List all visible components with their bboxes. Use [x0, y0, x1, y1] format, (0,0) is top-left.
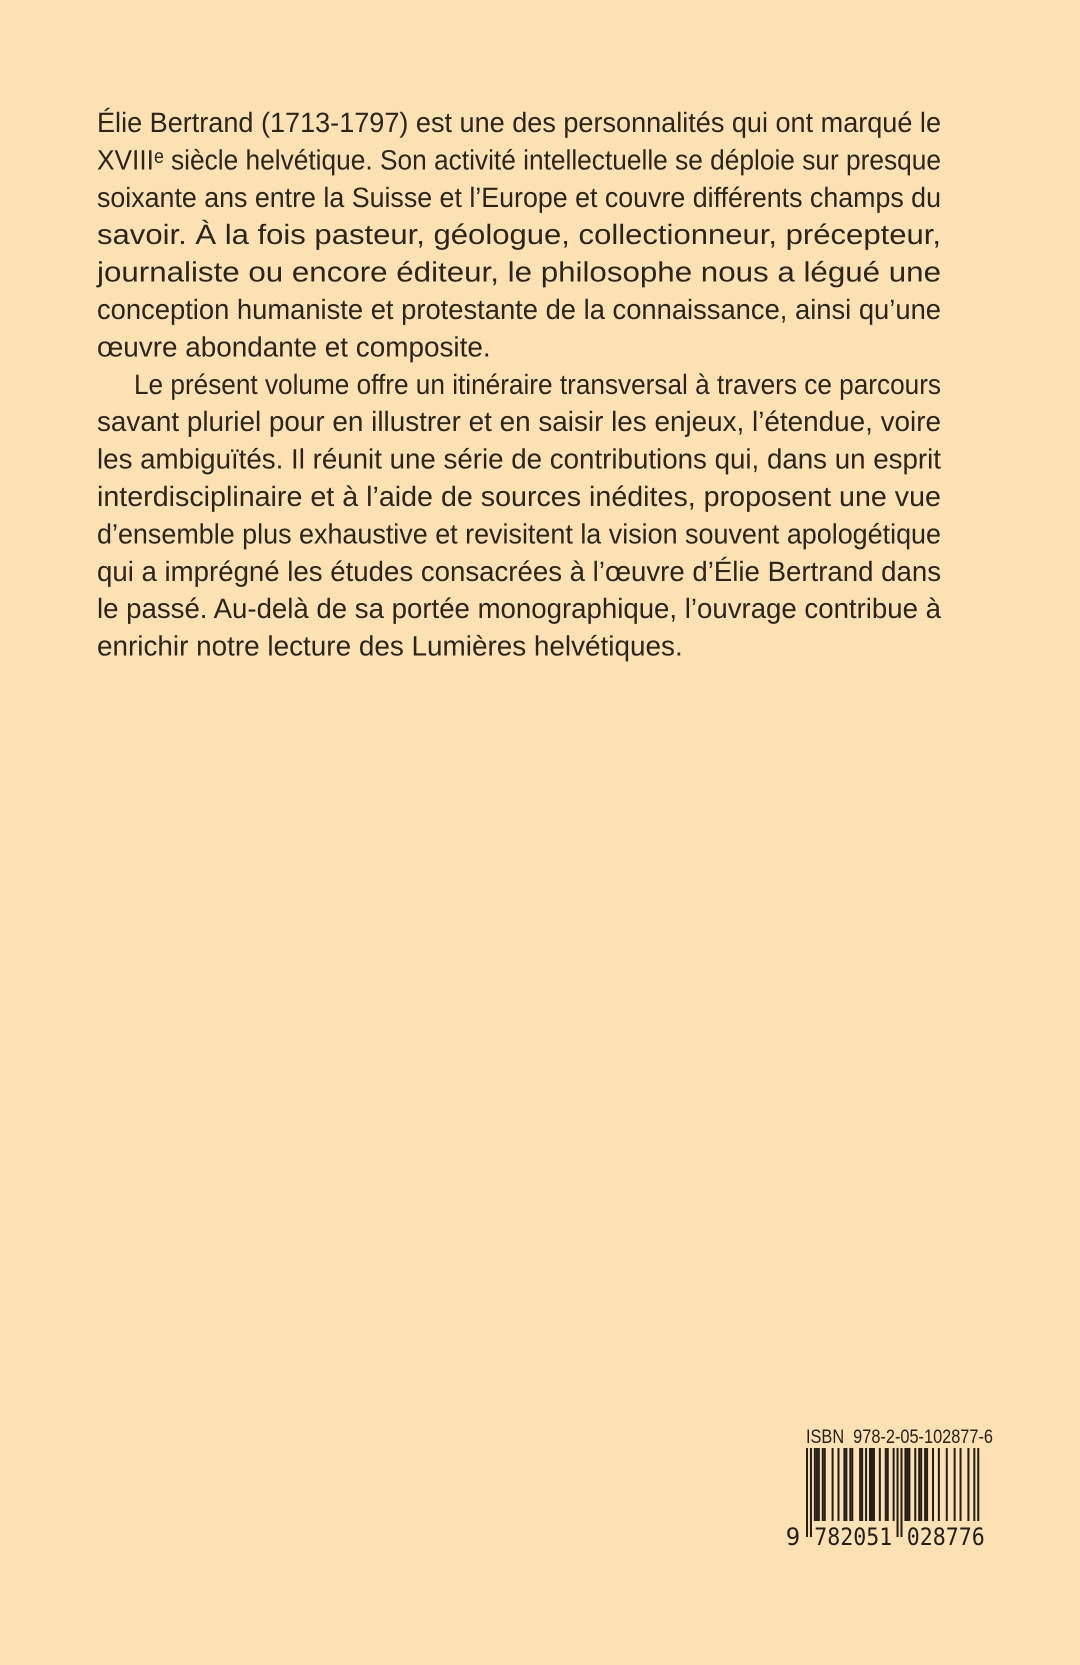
blurb-paragraph-2-line: les ambiguïtés. Il réunit une série de contributions qui, dans un esprit: [97, 443, 942, 475]
barcode-bar: [908, 1448, 910, 1521]
barcode-bar: [960, 1448, 962, 1521]
barcode-bar: [810, 1448, 812, 1537]
blurb-paragraph-1-line: soixante ans entre la Suisse et l’Europe et couvre différents champs du: [97, 181, 941, 213]
barcode-bar: [918, 1448, 920, 1521]
barcode-bar: [967, 1448, 969, 1521]
barcode-bar: [977, 1448, 979, 1521]
barcode-bar: [816, 1448, 818, 1521]
isbn-number-line: ISBN 978-2-05-102877-6: [806, 1427, 993, 1448]
blurb-paragraph-2-line: qui a imprégné les études consacrées à l’œuvre d’Élie Bertrand dans: [97, 555, 941, 587]
barcode-bar: [851, 1448, 853, 1521]
barcode-bar: [946, 1448, 948, 1521]
blurb-paragraph-2-line: le passé. Au-delà de sa portée monographique, l’ouvrage contribue à: [97, 593, 942, 625]
blurb-paragraph-1-line: Élie Bertrand (1713-1797) est une des personnalités qui ont marqué le: [97, 107, 941, 138]
barcode-bar: [845, 1448, 847, 1521]
barcode-bar: [849, 1448, 851, 1521]
ean-digit-lead: 9: [785, 1523, 801, 1551]
barcode-bar: [861, 1448, 863, 1521]
barcode-bar: [879, 1448, 881, 1521]
blurb-paragraph-1-line: œuvre abondante et composite.: [97, 331, 491, 363]
barcode-bar: [843, 1448, 845, 1521]
blurb-paragraph-1-line: savoir. À la fois pasteur, géologue, collectionneur, précepteur,: [97, 219, 942, 251]
blurb-paragraph-1-line: journaliste ou encore éditeur, le philosophe nous a légué une: [95, 256, 941, 288]
barcode-bar: [920, 1448, 922, 1521]
barcode-bar: [873, 1448, 875, 1521]
blurb-paragraph-2-line: interdisciplinaire et à l’aide de sources inédites, proposent une vue: [97, 481, 941, 512]
barcode-bar: [954, 1448, 956, 1521]
barcode-bar: [973, 1448, 975, 1521]
back-cover-blurb: [97, 98, 943, 698]
barcode-bar: [900, 1448, 902, 1537]
barcode-bar: [904, 1448, 906, 1521]
barcode-bar: [837, 1448, 839, 1521]
barcode-bar: [871, 1448, 873, 1521]
barcode-bar: [859, 1448, 861, 1521]
barcode-bar: [818, 1448, 820, 1521]
barcode-bar: [869, 1448, 871, 1521]
blurb-paragraph-2-line: d’ensemble plus exhaustive et revisitent la vision souvent apologétique: [97, 518, 941, 550]
barcode-bar: [932, 1448, 934, 1521]
barcode-bar: [887, 1448, 889, 1521]
barcode-bar: [914, 1448, 916, 1521]
barcode-bar: [865, 1448, 867, 1521]
barcode-bar: [832, 1448, 834, 1521]
barcode-bar: [822, 1448, 824, 1521]
blurb-paragraph-2-line: Le présent volume offre un itinéraire transversal à travers ce parcours: [134, 368, 941, 400]
barcode-bar: [897, 1448, 899, 1537]
blurb-paragraph-2-line: enrichir notre lecture des Lumières helvétiques.: [97, 630, 683, 662]
blurb-paragraph-1-line: XVIIIᵉ siècle helvétique. Son activité intellectuelle se déploie sur presque: [97, 144, 941, 176]
barcode-bar: [906, 1448, 908, 1521]
ean-digits-left: 782051: [814, 1523, 893, 1551]
barcode-bar: [926, 1448, 928, 1521]
barcode-bar: [806, 1448, 808, 1537]
isbn-barcode-block: [780, 1428, 998, 1550]
barcode-bar: [824, 1448, 826, 1521]
barcode-bar: [814, 1448, 816, 1521]
ean-digits-right: 028776: [906, 1523, 985, 1551]
barcode-bar: [924, 1448, 926, 1521]
barcode-bar: [885, 1448, 887, 1521]
blurb-paragraph-2-line: savant pluriel pour en illustrer et en saisir les enjeux, l’étendue, voire: [97, 406, 941, 438]
barcode-bar: [938, 1448, 940, 1521]
barcode-bar: [893, 1448, 895, 1521]
blurb-paragraph-1-line: conception humaniste et protestante de la connaissance, ainsi qu’une: [97, 294, 941, 325]
